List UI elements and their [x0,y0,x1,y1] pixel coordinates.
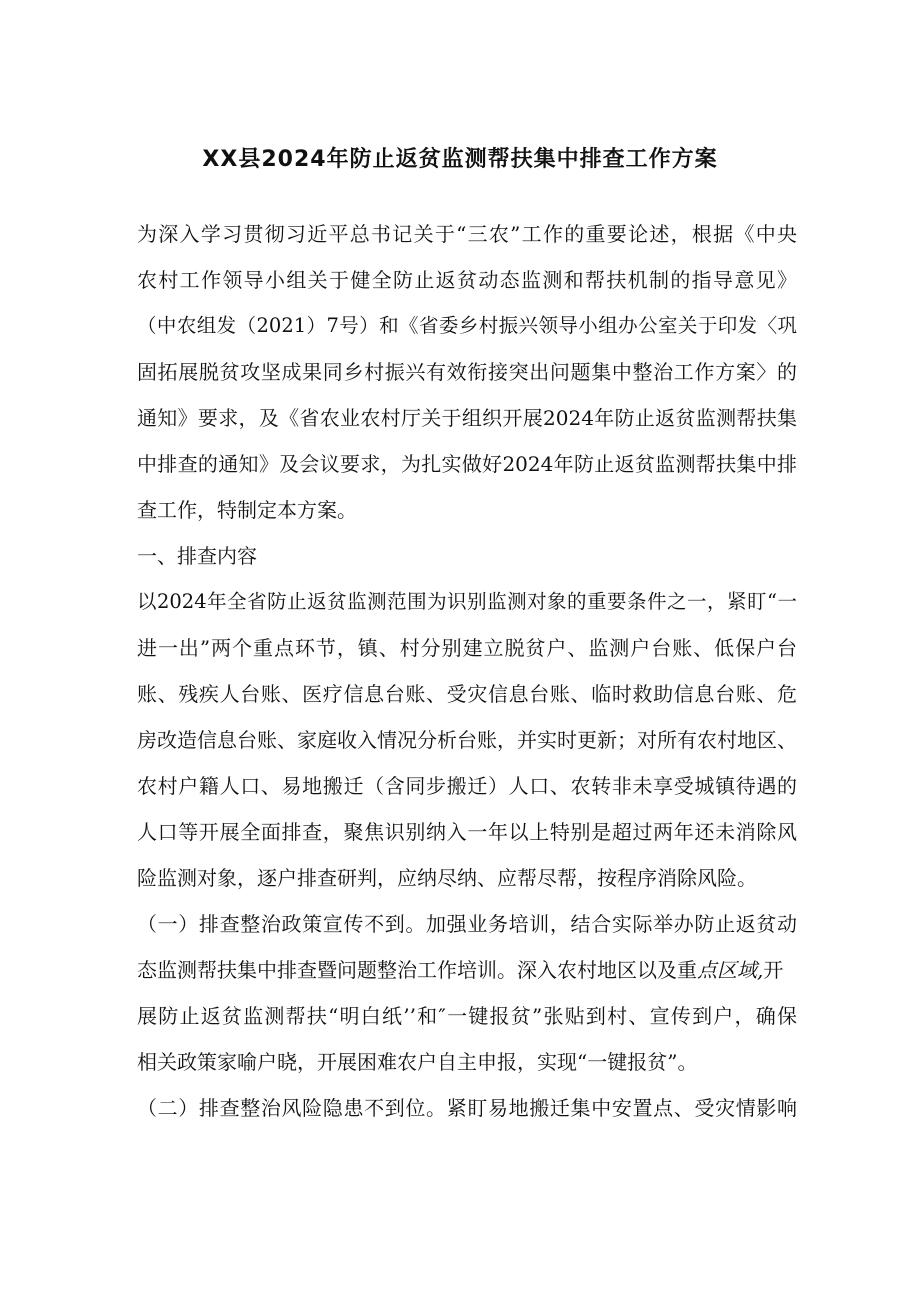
paragraph-line-4: 固拓展脱贫攻坚成果同乡村振兴有效衔接突出问题集中整治工作方案〉的 [137,360,797,384]
italic-fragment: 点区域, [697,958,764,982]
paragraph-line-2: 农村工作领导小组关于健全防止返贫动态监测和帮扶机制的指导意见》 [137,268,797,292]
paragraph-line-6: 中排查的通知》及会议要求，为扎实做好2024年防止返贫监测帮扶集中排 [137,452,797,476]
line-17-text: 态监测帮扶集中排查暨问题整治工作培训。深入农村地区以及重 [137,958,697,982]
paragraph-line-3: （中农组发（2021）7号）和《省委乡村振兴领导小组办公室关于印发〈巩 [137,314,797,337]
paragraph-line-12: 房改造信息台账、家庭收入情况分析台账，并实时更新；对所有农村地区、 [137,728,797,752]
paragraph-line-20: （二）排查整治风险隐患不到位。紧盯易地搬迁集中安置点、受灾情影响 [137,1096,797,1120]
paragraph-line-16: （一）排查整治政策宣传不到。加强业务培训，结合实际举办防止返贫动 [137,912,797,936]
paragraph-line-17 [137,955,797,985]
paragraph-line-10: 进一出”两个重点环节，镇、村分别建立脱贫户、监测户台账、低保户台 [137,636,797,660]
paragraph-line-18: 展防止返贫监测帮扶“明白纸’’和″一键报贫”张贴到村、宣传到户，确保 [137,1004,797,1028]
paragraph-line-9: 以2024年全省防止返贫监测范围为识别监测对象的重要条件之一，紧盯“一 [137,590,797,613]
paragraph-line-11: 账、残疾人台账、医疗信息台账、受灾信息台账、临时救助信息台账、危 [137,682,797,706]
paragraph-line-7: 查工作，特制定本方案。 [137,498,357,522]
line-17-tail: 开 [763,958,784,982]
paragraph-line-1: 为深入学习贯彻习近平总书记关于“三农”工作的重要论述，根据《中央 [137,222,797,246]
paragraph-line-14: 人口等开展全面排查，聚焦识别纳入一年以上特别是超过两年还未消除风 [137,820,797,844]
document-title: XX县2024年防止返贫监测帮扶集中排查工作方案 [202,147,718,172]
section-heading-1: 一、排查内容 [137,544,257,568]
paragraph-line-19: 相关政策家喻户晓，开展困难农户自主申报，实现“一键报贫”。 [137,1050,698,1074]
paragraph-line-15: 险监测对象，逐户排查研判，应纳尽纳、应帮尽帮，按程序消除风险。 [137,866,757,890]
paragraph-line-5: 通知》要求，及《省农业农村厅关于组织开展2024年防止返贫监测帮扶集 [137,406,797,430]
paragraph-line-13: 农村户籍人口、易地搬迁（含同步搬迁）人口、农转非未享受城镇待遇的 [137,774,797,798]
